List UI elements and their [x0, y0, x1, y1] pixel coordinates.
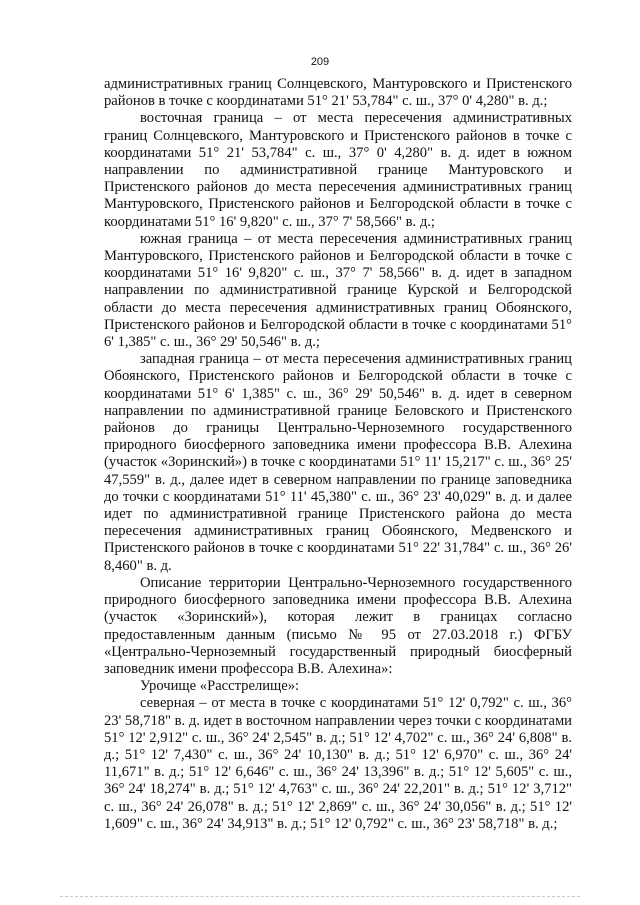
- paragraph-admin-boundaries-continued: административных границ Солнцевского, Мантуровского и Пристенского районов в точке с координатами 51° 21' 53,784" с. ш., 37° 0' 4,280" в. д.;: [104, 76, 572, 110]
- section-heading-rasstrelishche: Урочище «Расстрелище»:: [140, 678, 300, 695]
- paragraph-north-boundary: северная – от места в точке с координатами 51° 12' 0,792" с. ш., 36° 23' 58,718" в. д. идет в восточном направлении через точки с координатами 51° 12' 2,912" с. ш., 36° 24' 2,545" в. д.; 51° 12' 4,702" с. ш., 36° 24' 6,808" в. д.; 51° 12' 7,430" с. ш., 36° 24' 10,130" в. д.; 51° 12' 6,970" с. ш., 36° 24' 11,671" в. д.; 51° 12' 6,646" с. ш., 36° 24' 13,396" в. д.; 51° 12' 5,605" с. ш., 36° 24' 18,274" в. д.; 51° 12' 4,763" с. ш., 36° 24' 22,201" в. д.; 51° 12' 3,712" с. ш., 36° 24' 26,078" в. д.; 51° 12' 2,869" с. ш., 36° 24' 30,056" в. д.; 51° 12' 1,609" с. ш., 36° 24' 34,913" в. д.; 51° 12' 0,792" с. ш., 36° 23' 58,718" в. д.;: [104, 695, 572, 832]
- paragraph-south-boundary: южная граница – от места пересечения административных границ Мантуровского, Пристенского районов и Белгородской области в точке с координатами 51° 16' 9,820" с. ш., 37° 7' 58,566" в. д. идет в западном направлении по административной границе Курской и Белгородской области до места пересечения административных границ Обоянского, Пристенского районов и Белгородской области в точке с координатами 51° 6' 1,385" с. ш., 36° 29' 50,546" в. д.;: [104, 230, 572, 351]
- paragraph-east-boundary: восточная граница – от места пересечения административных границ Солнцевского, Мантуровского и Пристенского районов в точке с координатами 51° 21' 53,784" с. ш., 37° 0' 4,280" в. д. идет в южном направлении по административной границе Мантуровского и Пристенского районов до места пересечения административных границ Мантуровского, Пристенского районов и Белгородской области в точке с координатами 51° 16' 9,820" с. ш., 37° 7' 58,566" в. д.;: [104, 110, 572, 230]
- paragraph-west-boundary: западная граница – от места пересечения административных границ Обоянского, Пристенского районов и Белгородской области в точке с координатами 51° 6' 1,385" с. ш., 36° 29' 50,546" в. д. идет в северном направлении по административной границе Беловского и Пристенского районов до границы Центрально-Черноземного государственного природного биосферного заповедника имени профессора В.В. Алехина (участок «Зоринский») в точке с координатами 51° 11' 15,217" с. ш., 36° 25' 47,559" в. д., далее идет в северном направлении по границе заповедника до точки с координатами 51° 11' 45,380" с. ш., 36° 23' 40,029" в. д. и далее идет по административной границе Пристенского района до места пересечения административных границ Обоянского, Медвенского и Пристенского районов в точке с координатами 51° 22' 31,784" с. ш., 36° 26' 8,460" в. д.: [104, 351, 572, 574]
- paragraph-reserve-description: Описание территории Центрально-Черноземного государственного природного биосферного заповедника имени профессора В.В. Алехина (участок «Зоринский»), которая лежит в границах согласно предоставленным данным (письмо № 95 от 27.03.2018 г.) ФГБУ «Центрально-Черноземный государственный природный биосферный заповедник имени профессора В.В. Алехина»:: [104, 574, 572, 677]
- page-number: 209: [310, 56, 330, 68]
- scan-edge-divider: [60, 896, 580, 898]
- document-body: [104, 76, 572, 833]
